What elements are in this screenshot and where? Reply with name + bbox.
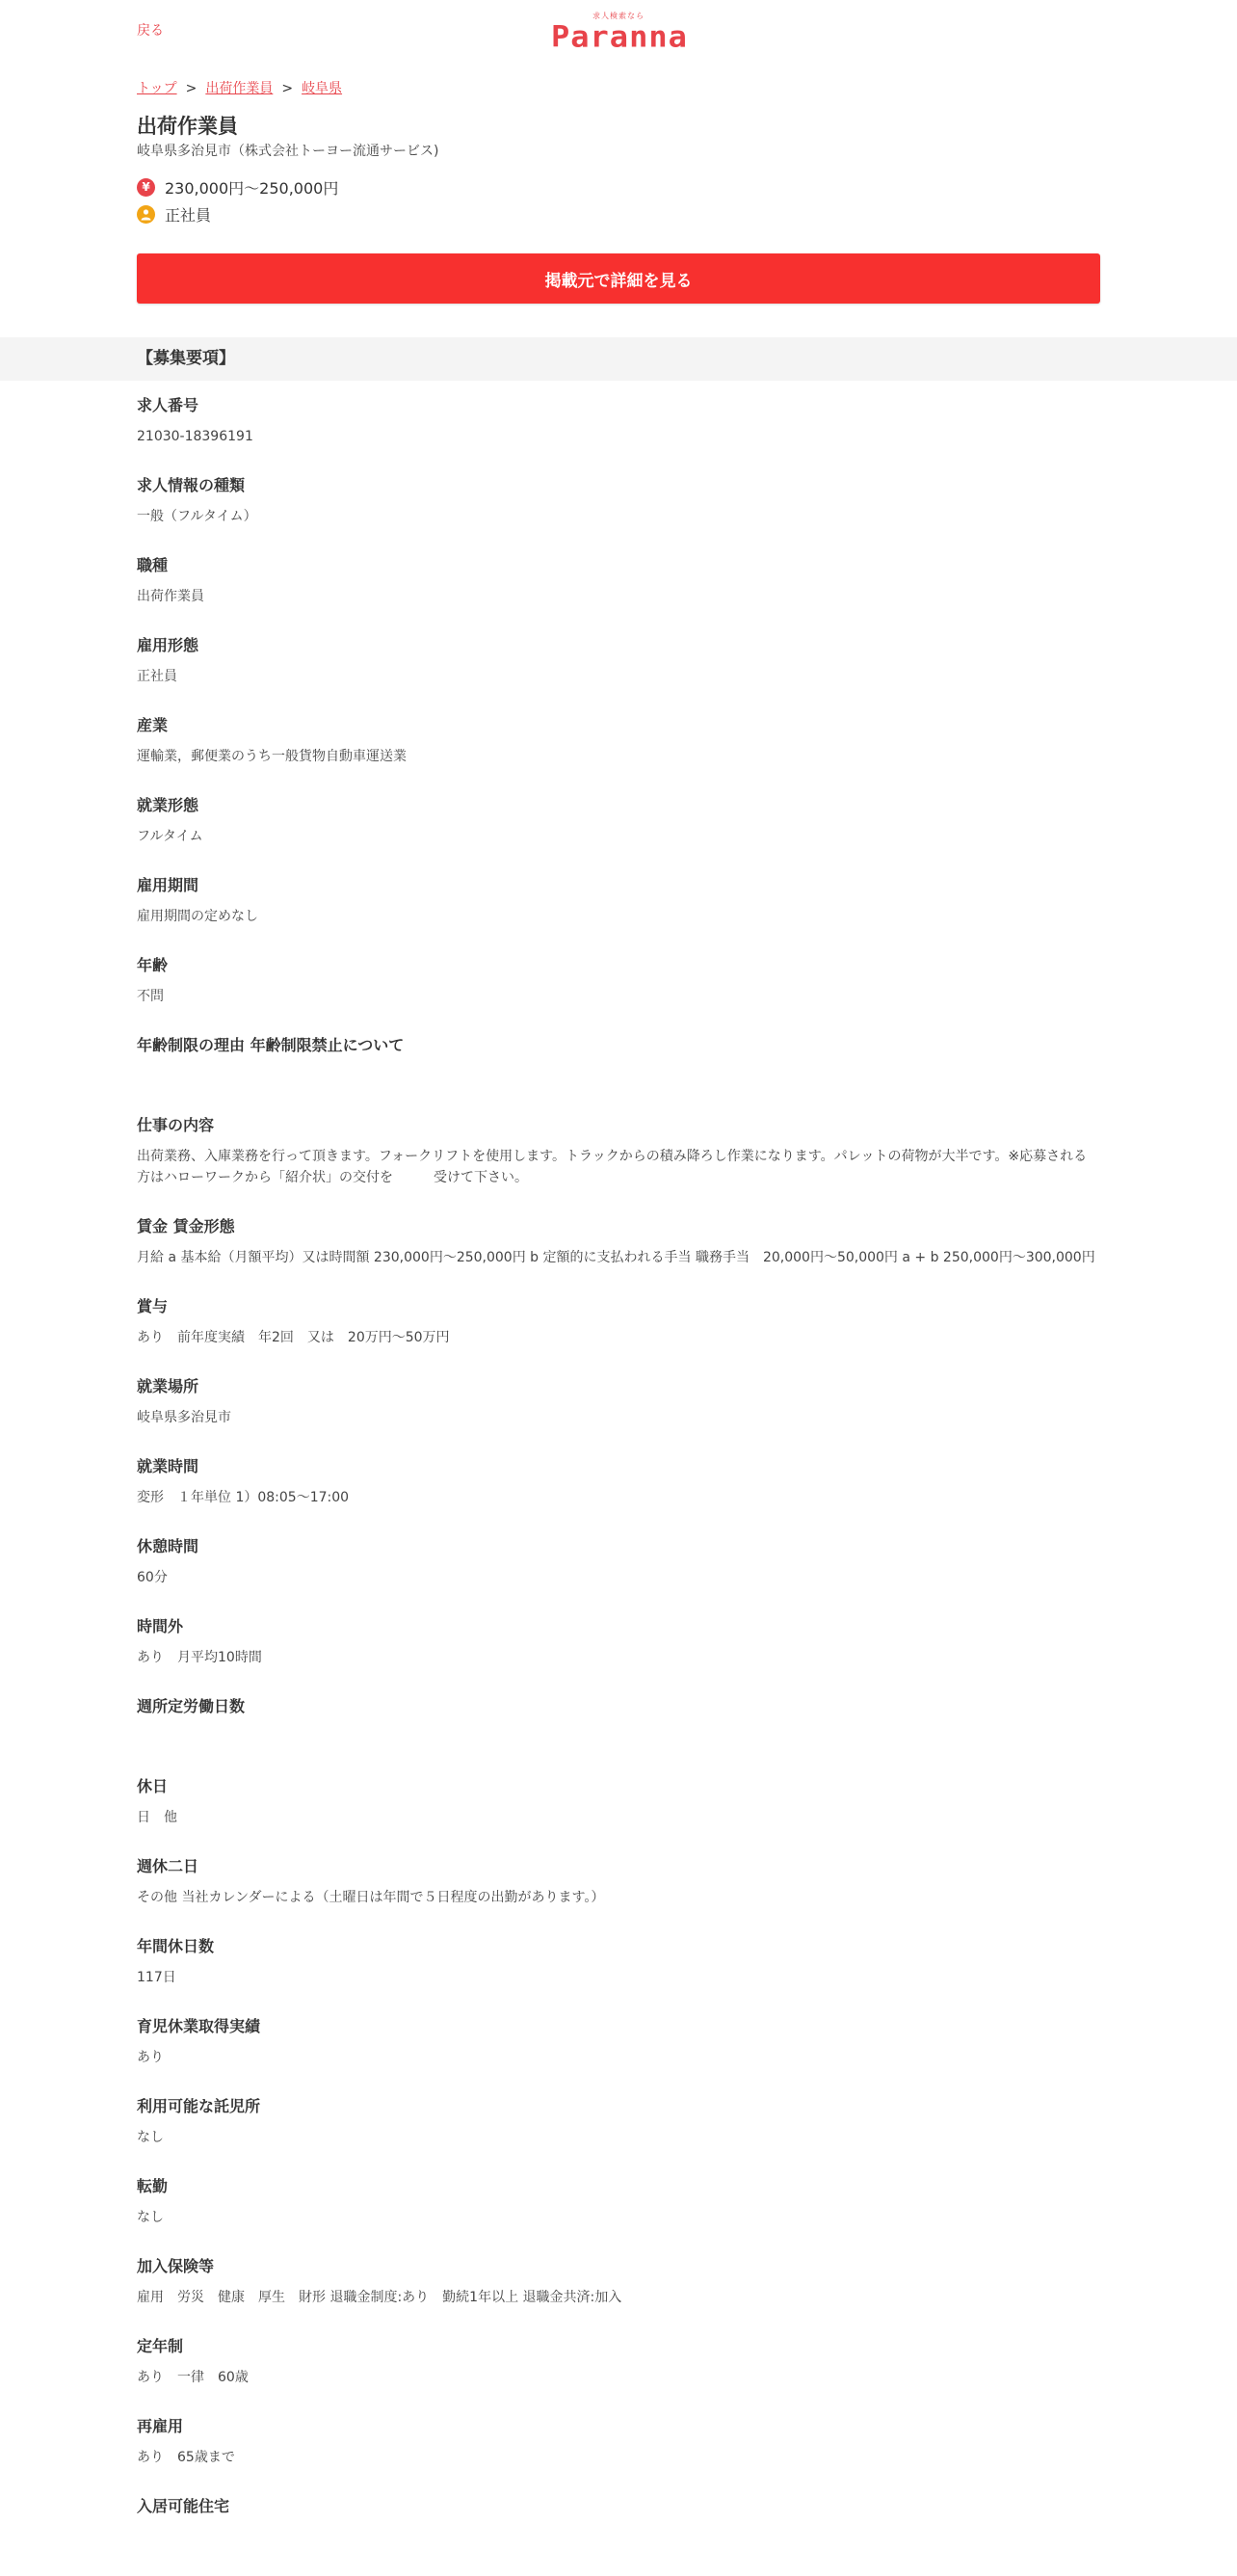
detail-field-value: 日 他 [137, 1810, 177, 1825]
detail-field [137, 2416, 1100, 2468]
detail-field-value: 岐阜県多治見市 [137, 1410, 231, 1425]
view-details-button[interactable]: 掲載元で詳細を見る [137, 253, 1100, 304]
detail-field-label: 雇用形態 [137, 636, 199, 654]
detail-field-label: 年齢 [137, 956, 169, 974]
detail-field-value: その他 当社カレンダーによる（土曜日は年間で５日程度の出勤があります。） [137, 1890, 605, 1905]
detail-field-value: 変形 １年単位 1）08:05～17:00 [137, 1490, 350, 1505]
detail-field-value: あり 65歳まで [137, 2450, 235, 2465]
salary-text: 230,000円～250,000円 [165, 178, 339, 198]
detail-field-value: あり 月平均10時間 [137, 1650, 262, 1665]
detail-field-label: 就業場所 [137, 1377, 199, 1395]
salary-row [137, 175, 338, 199]
detail-field-value: あり 一律 60歳 [137, 2370, 249, 2385]
detail-field-label: 時間外 [137, 1617, 184, 1635]
job-details-list [137, 395, 1100, 2576]
detail-field [137, 1216, 1100, 1268]
back-link[interactable]: 戻る [137, 23, 164, 39]
detail-field-label: 転勤 [137, 2177, 169, 2195]
detail-field [137, 2496, 1100, 2548]
section-title: 【募集要項】 [137, 349, 235, 368]
detail-field-value: 運輸業，郵便業のうち一般貨物自動車運送業 [137, 749, 407, 764]
detail-field [137, 875, 1100, 927]
breadcrumb-item-job[interactable]: 出荷作業員 [205, 81, 274, 96]
detail-field-value [137, 2527, 1100, 2548]
detail-field-value: 出荷作業員 [137, 589, 204, 604]
detail-field [137, 2336, 1100, 2388]
detail-field [137, 1376, 1100, 1428]
detail-field [137, 795, 1100, 847]
detail-field [137, 1035, 1100, 1087]
detail-field [137, 2096, 1100, 2148]
detail-field [137, 1456, 1100, 1508]
logo-text: Paranna [551, 18, 688, 55]
detail-field-value: 月給 a 基本給（月額平均）又は時間額 230,000円～250,000円 b 定額的に支払われる手当 職務手当 20,000円～50,000円 a + b 250,000円～300,000円 [137, 1250, 1095, 1265]
detail-field [137, 2256, 1100, 2308]
detail-field-label: 雇用期間 [137, 876, 199, 894]
detail-field-value: 117日 [137, 1970, 176, 1985]
detail-field [137, 1936, 1100, 1988]
detail-field-label: 週休二日 [137, 1857, 199, 1875]
detail-field-value: 21030-18396191 [137, 429, 253, 444]
breadcrumb-item-top[interactable]: トップ [137, 81, 177, 96]
detail-field [137, 475, 1100, 527]
detail-field-label: 仕事の内容 [137, 1116, 215, 1134]
detail-field [137, 2016, 1100, 2068]
detail-field-label: 加入保険等 [137, 2257, 215, 2275]
detail-field-label: 休憩時間 [137, 1537, 199, 1555]
person-icon [137, 205, 155, 224]
detail-field-value: 雇用期間の定めなし [137, 909, 258, 924]
breadcrumb-separator: > [281, 81, 294, 96]
detail-field-label: 週所定労働日数 [137, 1697, 246, 1715]
detail-field [137, 635, 1100, 687]
detail-field-value: なし [137, 2130, 164, 2145]
detail-field-value: あり 前年度実績 年2回 又は 20万円～50万円 [137, 1330, 450, 1345]
detail-field-value: 60分 [137, 1570, 168, 1585]
detail-field-label: 休日 [137, 1777, 169, 1795]
detail-field-label: 利用可能な託児所 [137, 2097, 261, 2115]
detail-field-label: 再雇用 [137, 2417, 184, 2435]
detail-field-label: 賞与 [137, 1297, 169, 1315]
detail-field-label: 賃金 賃金形態 [137, 1217, 235, 1235]
detail-field-value: 不問 [137, 989, 164, 1004]
detail-field-value: 一般（フルタイム） [137, 509, 257, 524]
detail-field [137, 1696, 1100, 1748]
logo-tagline: 求人検索なら [592, 12, 645, 20]
detail-field-value: なし [137, 2210, 164, 2225]
breadcrumb-separator: > [185, 81, 197, 96]
detail-field-label: 就業形態 [137, 796, 199, 814]
detail-field-label: 求人番号 [137, 396, 199, 414]
detail-field-value: 正社員 [137, 669, 177, 684]
detail-field-value: あり [137, 2050, 164, 2065]
detail-field-value [137, 1066, 1100, 1087]
employment-type-row [137, 202, 211, 226]
breadcrumb [137, 79, 342, 98]
section-header [0, 337, 1237, 381]
detail-field-label: 求人情報の種類 [137, 476, 246, 494]
detail-field [137, 1616, 1100, 1668]
detail-field-value [137, 1727, 1100, 1748]
detail-field [137, 715, 1100, 767]
detail-field-label: 年齢制限の理由 年齢制限禁止について [137, 1036, 405, 1054]
detail-field-label: 産業 [137, 716, 169, 734]
detail-field-label: 就業時間 [137, 1457, 199, 1475]
breadcrumb-item-prefecture[interactable]: 岐阜県 [302, 81, 343, 96]
job-title: 出荷作業員 [137, 115, 238, 138]
detail-field-label: 定年制 [137, 2337, 184, 2355]
detail-field-value: 出荷業務、入庫業務を行って頂きます。フォークリフトを使用します。トラックからの積み降ろし作業になります。パレットの荷物が大半です。※応募される方はハローワークから「紹介状」の交付を 受けて下さい。 [137, 1149, 1088, 1185]
paranna-logo[interactable] [551, 12, 686, 54]
detail-field-label: 職種 [137, 556, 169, 574]
detail-field-value: フルタイム [137, 829, 203, 844]
detail-field-label: 入居可能住宅 [137, 2497, 230, 2515]
employment-type-text: 正社員 [165, 205, 212, 225]
person-icon-glyph [140, 208, 152, 221]
detail-field [137, 555, 1100, 607]
detail-field [137, 955, 1100, 1007]
detail-field-label: 年間休日数 [137, 1937, 215, 1955]
detail-field-label: 育児休業取得実績 [137, 2017, 261, 2035]
detail-field [137, 1536, 1100, 1588]
detail-field [137, 395, 1100, 447]
detail-field [137, 1115, 1100, 1188]
detail-field-value: 雇用 労災 健康 厚生 財形 退職金制度:あり 勤続1年以上 退職金共済:加入 [137, 2290, 622, 2305]
detail-field [137, 2176, 1100, 2228]
yen-icon: ¥ [137, 178, 155, 197]
detail-field [137, 1776, 1100, 1828]
detail-field [137, 1296, 1100, 1348]
detail-field [137, 1856, 1100, 1908]
job-location-company: 岐阜県多治見市（株式会社トーヨー流通サービス) [137, 144, 439, 159]
